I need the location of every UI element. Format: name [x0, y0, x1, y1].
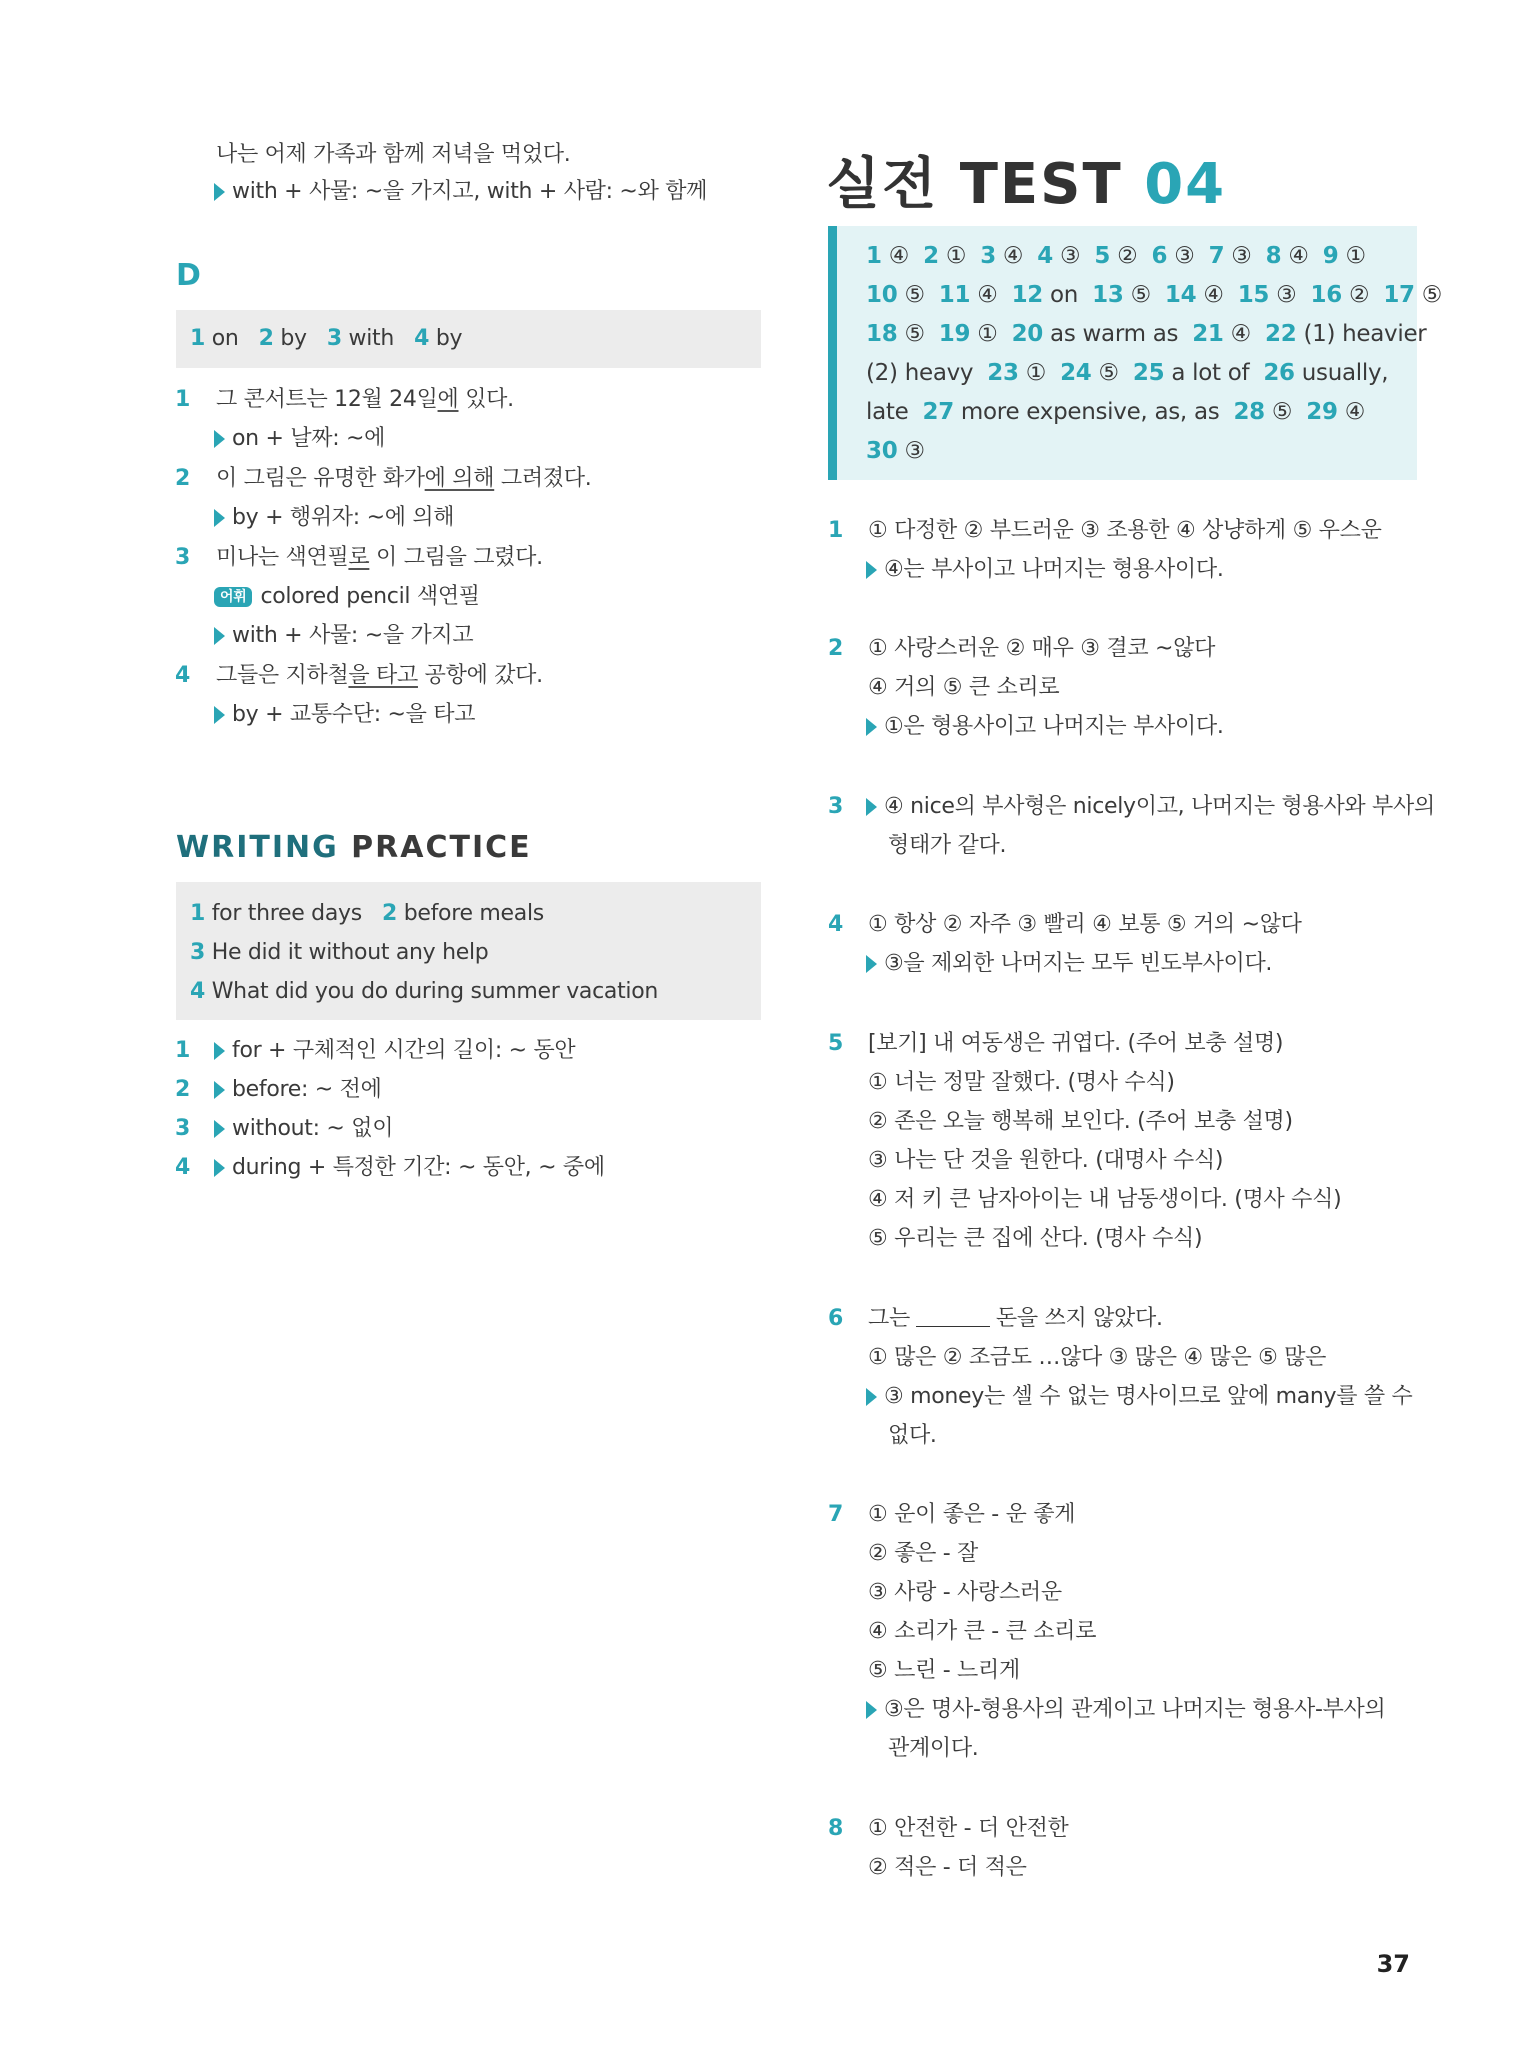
q4-options: ① 항상 ② 자주 ③ 빨리 ④ 보통 ⑤ 거의 ~않다: [868, 912, 1302, 937]
answer-key-number: 29: [1306, 399, 1338, 425]
wp-item-note: [214, 1153, 605, 1183]
wp-title-part: WRITING: [176, 830, 339, 865]
arrow-icon: [866, 561, 877, 579]
answer-key-line: [866, 276, 1442, 315]
q1-options: ① 다정한 ② 부드러운 ③ 조용한 ④ 상냥하게 ⑤ 우스운: [868, 518, 1382, 543]
note-text: during + 특정한 기간: ~ 동안, ~ 중에: [232, 1155, 605, 1180]
answer-key-number: 6: [1151, 243, 1168, 269]
d-answer-line: [190, 324, 462, 354]
q7-line: ⑤ 느린 - 느리게: [868, 1658, 1020, 1683]
top-note: [214, 177, 707, 207]
answer-key-number: 18: [866, 321, 898, 347]
q1-note: [866, 555, 1224, 585]
answer-key-value: ⑤: [1130, 282, 1151, 308]
answer-blank: [916, 1306, 990, 1327]
answer-key-number: 10: [866, 282, 898, 308]
wp-item-note: [214, 1036, 575, 1066]
answer-key-value: ①: [977, 321, 998, 347]
answer-key-number: 5: [1094, 243, 1111, 269]
sentence-part: 그는: [868, 1306, 910, 1331]
sentence-part: 공항에 갔다.: [417, 663, 543, 688]
question-number: 7: [828, 1502, 844, 1527]
answer-key-value: ③: [904, 438, 925, 464]
d-item-note: [214, 621, 473, 651]
writing-practice-title: [176, 830, 532, 865]
d-item-note: [214, 424, 385, 454]
wp-answer-line: [190, 933, 488, 972]
wp-answer-line: [190, 894, 544, 933]
arrow-icon: [866, 718, 877, 736]
answer-key-number: 26: [1263, 360, 1295, 386]
answer-key-number: 12: [1011, 282, 1044, 308]
answer-key-line: [866, 432, 925, 471]
answer-key-number: 8: [1265, 243, 1282, 269]
note-text: before: ~ 전에: [232, 1077, 382, 1102]
answer-key-value: ③: [1060, 243, 1081, 269]
answer-key-number: 24: [1060, 360, 1092, 386]
answer-key-value: ④: [1203, 282, 1224, 308]
arrow-icon: [214, 706, 225, 724]
answer-key-number: 14: [1164, 282, 1197, 308]
d-item-number: 4: [175, 663, 191, 688]
wp-answer-text: before meals: [403, 901, 544, 926]
q5-line: ⑤ 우리는 큰 집에 산다. (명사 수식): [868, 1226, 1203, 1251]
section-d-answer-box: [176, 310, 761, 368]
q6-options: ① 많은 ② 조금도 …않다 ③ 많은 ④ 많은 ⑤ 많은: [868, 1345, 1327, 1370]
answer-key-value: on: [1050, 282, 1079, 308]
answer-key-number: 22: [1265, 321, 1297, 347]
vocab-line: [214, 582, 480, 612]
q7-note-cont: 관계이다.: [888, 1736, 979, 1761]
answer-key-value: ①: [945, 243, 967, 269]
writing-practice-answer-box: [176, 882, 761, 1020]
note-text: with + 사물: ~을 가지고: [232, 623, 474, 648]
answer-key-value: ④: [977, 282, 998, 308]
answer-key-value: ⑤: [1098, 360, 1119, 386]
answer-key-value: ③: [1174, 243, 1195, 269]
d-item-note: [214, 700, 475, 730]
arrow-icon: [214, 430, 225, 448]
answer-key-value: more expensive, as, as: [960, 399, 1220, 425]
answer-key-value: ④: [1288, 243, 1309, 269]
sentence-part: 있다.: [458, 387, 514, 412]
d-item-sentence: [216, 661, 543, 691]
wp-answer-text: He did it without any help: [211, 940, 489, 965]
answer-key-line: [866, 393, 1365, 432]
q3-note: [866, 792, 1435, 822]
question-number: 3: [828, 794, 844, 819]
d-answer-num: 2: [258, 326, 274, 351]
sentence-part: 그들은 지하철: [216, 663, 349, 688]
answer-key-value: ④: [1002, 243, 1024, 269]
top-note-text: with + 사물: ~을 가지고, with + 사람: ~와 함께: [232, 179, 708, 204]
wp-item-number: 3: [175, 1116, 191, 1141]
answer-key-number: 20: [1011, 321, 1044, 347]
d-answer-text: by: [280, 326, 307, 351]
sentence-part: 이 그림을 그렸다.: [369, 545, 543, 570]
q7-line: ① 운이 좋은 - 운 좋게: [868, 1502, 1076, 1527]
answer-key-value: late: [866, 399, 909, 425]
arrow-icon: [866, 1388, 877, 1406]
answer-key-value: ①: [1025, 360, 1047, 386]
note-text: ③은 명사-형용사의 관계이고 나머지는 형용사-부사의: [884, 1697, 1386, 1722]
note-text: on + 날짜: ~에: [232, 426, 386, 451]
d-answer-num: 1: [190, 326, 206, 351]
sentence-part: 돈을 쓰지 않았다.: [995, 1306, 1163, 1331]
q2-options: ① 사랑스러운 ② 매우 ③ 결코 ~않다: [868, 636, 1216, 661]
answer-key-value: a lot of: [1171, 360, 1250, 386]
answer-key-value: ⑤: [1421, 282, 1443, 308]
answer-key-value: ②: [1117, 243, 1138, 269]
q6-note-cont: 없다.: [888, 1423, 937, 1448]
answer-key-number: 1: [866, 243, 882, 269]
note-text: by + 교통수단: ~을 타고: [232, 702, 476, 727]
question-number: 8: [828, 1816, 844, 1841]
answer-key-number: 23: [987, 360, 1019, 386]
answer-key-number: 3: [980, 243, 996, 269]
wp-answer-num: 1: [190, 901, 206, 926]
section-d-title: D: [176, 258, 201, 293]
q2-note: [866, 712, 1224, 742]
d-item-sentence: [216, 543, 543, 573]
q8-line: ② 적은 - 더 적은: [868, 1855, 1027, 1880]
d-answer-text: on: [211, 326, 239, 351]
d-item-note: [214, 503, 454, 533]
sentence-part: 그려졌다.: [494, 466, 592, 491]
note-text: ③을 제외한 나머지는 모두 빈도부사이다.: [884, 951, 1273, 976]
answer-key-number: 28: [1233, 399, 1265, 425]
answer-key-number: 7: [1208, 243, 1225, 269]
wp-title-part: PRACTICE: [351, 830, 532, 865]
question-number: 2: [828, 636, 844, 661]
question-number: 4: [828, 912, 844, 937]
underlined-part: 을 타고: [348, 663, 418, 688]
title-korean: 실전: [826, 152, 939, 217]
note-text: by + 행위자: ~에 의해: [232, 505, 455, 530]
d-answer-num: 4: [414, 326, 430, 351]
answer-key-value: ③: [1276, 282, 1297, 308]
q5-line: [보기] 내 여동생은 귀엽다. (주어 보충 설명): [868, 1031, 1284, 1056]
arrow-icon: [214, 1081, 225, 1099]
q5-line: ① 너는 정말 잘했다. (명사 수식): [868, 1070, 1175, 1095]
underlined-part: 로: [348, 545, 370, 570]
answer-key-number: 27: [922, 399, 954, 425]
answer-key-value: (1) heavier: [1303, 321, 1427, 347]
answer-key-number: 15: [1237, 282, 1270, 308]
d-item-sentence: [216, 385, 514, 415]
answer-key-number: 11: [938, 282, 971, 308]
d-answer-num: 3: [326, 326, 342, 351]
sentence-part: 미나는 색연필: [216, 545, 349, 570]
answer-key-number: 13: [1092, 282, 1124, 308]
answer-key-value: ⑤: [904, 321, 925, 347]
note-text: without: ~ 없이: [232, 1116, 394, 1141]
note-text: ③ money는 셀 수 없는 명사이므로 앞에 many를 쓸 수: [884, 1384, 1413, 1409]
top-sentence-text: 나는 어제 가족과 함께 저녁을 먹었다.: [216, 142, 571, 167]
q7-line: ② 좋은 - 잘: [868, 1541, 978, 1566]
note-text: ④는 부사이고 나머지는 형용사이다.: [884, 557, 1224, 582]
underlined-part: 에 의해: [424, 466, 495, 491]
wp-answer-text: What did you do during summer vacation: [211, 979, 659, 1004]
note-text: for + 구체적인 시간의 길이: ~ 동안: [232, 1038, 576, 1063]
note-text: ①은 형용사이고 나머지는 부사이다.: [884, 714, 1224, 739]
answer-key-value: ⑤: [904, 282, 925, 308]
q6-sentence: [868, 1304, 1163, 1334]
wp-answer-num: 2: [381, 901, 397, 926]
wp-answer-line: [190, 972, 658, 1011]
answer-key-value: ④: [888, 243, 910, 269]
answer-key-number: 25: [1132, 360, 1165, 386]
arrow-icon: [866, 798, 877, 816]
answer-key-line: [866, 354, 1388, 393]
vocab-text: colored pencil 색연필: [260, 584, 480, 609]
d-answer-text: with: [348, 326, 395, 351]
answer-key-value: ①: [1345, 243, 1366, 269]
title-test: TEST: [959, 152, 1123, 217]
d-item-number: 1: [175, 387, 191, 412]
sentence-part: 이 그림은 유명한 화가: [216, 466, 425, 491]
arrow-icon: [866, 1701, 877, 1719]
wp-item-number: 2: [175, 1077, 191, 1102]
wp-answer-num: 3: [190, 940, 206, 965]
q5-line: ④ 저 키 큰 남자아이는 내 남동생이다. (명사 수식): [868, 1187, 1342, 1212]
arrow-icon: [214, 509, 225, 527]
answer-key-number: 21: [1192, 321, 1224, 347]
arrow-icon: [214, 1159, 225, 1177]
q8-line: ① 안전한 - 더 안전한: [868, 1816, 1069, 1841]
arrow-icon: [214, 627, 225, 645]
answer-key-number: 17: [1383, 282, 1415, 308]
question-number: 1: [828, 518, 844, 543]
arrow-icon: [214, 1120, 225, 1138]
underlined-part: 에: [437, 387, 459, 412]
arrow-icon: [214, 183, 225, 201]
q5-line: ② 존은 오늘 행복해 보인다. (주어 보충 설명): [868, 1109, 1293, 1134]
answer-key-value: ⑤: [1271, 399, 1293, 425]
q7-note: [866, 1695, 1385, 1725]
answer-key-value: ④: [1230, 321, 1251, 347]
answer-key-line: [866, 315, 1426, 354]
question-number: 6: [828, 1306, 844, 1331]
question-number: 5: [828, 1031, 844, 1056]
answer-key-number: 4: [1037, 243, 1053, 269]
q4-note: [866, 949, 1272, 979]
q5-line: ③ 나는 단 것을 원한다. (대명사 수식): [868, 1148, 1224, 1173]
answer-key-number: 16: [1310, 282, 1342, 308]
arrow-icon: [866, 955, 877, 973]
title-number: 04: [1144, 152, 1227, 217]
d-item-number: 3: [175, 545, 191, 570]
answer-key-number: 30: [866, 438, 898, 464]
wp-item-number: 4: [175, 1155, 191, 1180]
d-item-sentence: [216, 464, 591, 494]
answer-key-value: ②: [1348, 282, 1370, 308]
note-text: ④ nice의 부사형은 nicely이고, 나머지는 형용사와 부사의: [884, 794, 1435, 819]
answer-key-number: 19: [938, 321, 971, 347]
test-title: [826, 140, 1226, 220]
answer-key-value: usually,: [1301, 360, 1389, 386]
wp-item-note: [214, 1114, 393, 1144]
answer-key-value: ④: [1344, 399, 1366, 425]
q7-line: ③ 사랑 - 사랑스러운: [868, 1580, 1062, 1605]
sentence-part: 그 콘서트는 12월 24일: [216, 387, 438, 412]
q2-options: ④ 거의 ⑤ 큰 소리로: [868, 675, 1060, 700]
q3-note-cont: 형태가 같다.: [888, 833, 1007, 858]
d-answer-text: by: [435, 326, 463, 351]
d-item-number: 2: [175, 466, 191, 491]
answer-key-value: ③: [1231, 243, 1252, 269]
vocab-badge: 어휘: [214, 587, 252, 607]
q7-line: ④ 소리가 큰 - 큰 소리로: [868, 1619, 1097, 1644]
wp-item-number: 1: [175, 1038, 191, 1063]
answer-key-value: as warm as: [1050, 321, 1179, 347]
wp-answer-num: 4: [190, 979, 206, 1004]
page-number: 37: [1376, 1950, 1410, 1978]
top-example-sentence: [216, 140, 570, 170]
answer-key-value: (2) heavy: [866, 360, 974, 386]
wp-answer-text: for three days: [211, 901, 362, 926]
answer-key-number: 2: [923, 243, 939, 269]
wp-item-note: [214, 1075, 382, 1105]
q6-note: [866, 1382, 1413, 1412]
answer-key-line: [866, 237, 1366, 276]
arrow-icon: [214, 1042, 225, 1060]
answer-key-number: 9: [1322, 243, 1339, 269]
